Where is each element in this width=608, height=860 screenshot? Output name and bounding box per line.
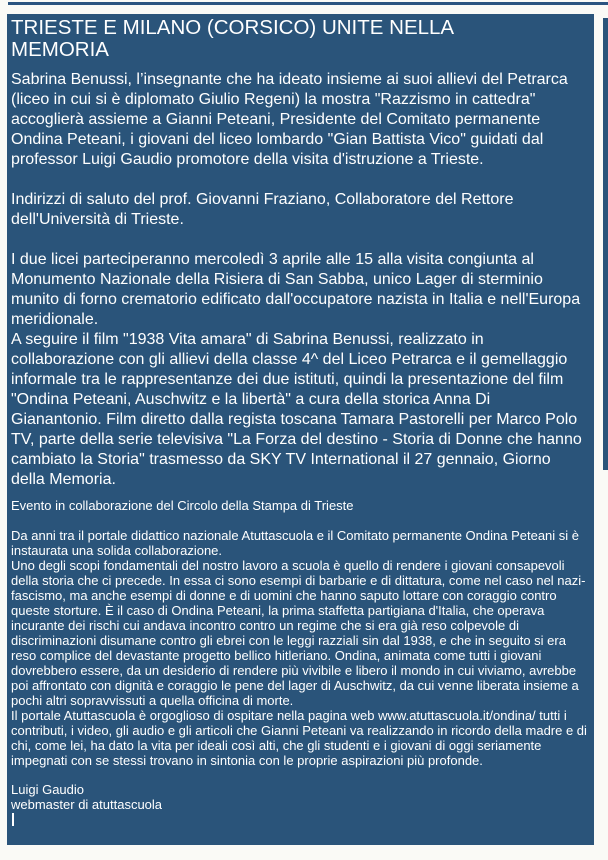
event-note: Evento in collaborazione del Circolo della Stampa di Trieste <box>11 498 354 513</box>
article-title: TRIESTE E MILANO (CORSICO) UNITE NELLA MEMORIA <box>11 16 453 61</box>
message-body-editor[interactable] <box>7 14 594 845</box>
paragraph-film: A seguire il film "1938 Vita amara" di Sabrina Benussi, realizzato in collaborazione con gli allievi della classe 4^ del Liceo Petrarca e il gemellaggio informale tra le rappresentanze dei due istituti, quindi la presentazione del film "Ondina Peteani, Auschwitz e la libertà" a cura della storica Anna Di Gianantonio. Film diretto dalla regista toscana Tamara Pastorelli per Marco Polo TV, parte della serie televisiva "La Forza del destino - Storia di Donne che hanno cambiato la Storia" trasmesso da SKY TV International il 27 gennaio, Giorno della Memoria. <box>11 331 582 488</box>
signature-name: Luigi Gaudio <box>11 782 84 797</box>
small-paragraph-history: Uno degli scopi fondamentali del nostro lavoro a scuola è quello di rendere i giovani consapevoli della storia che ci precede. In essa ci sono esempi di barbarie e di dittatura, come nel caso nel nazi-fascismo, ma anche esempi di donne e di uomini che hanno saputo lottare con coraggio contro queste storture. È il caso di Ondina Peteani, la prima staffetta partigiana d'Italia, che operava incurante dei rischi cui andava incontro contro un regime che si era già reso colpevole di discriminazioni disumane contro gli ebrei con le leggi razziali sin dal 1938, e che in seguito si era reso complice del devastante progetto bellico hitleriano. Ondina, animata come tutti i giovani dovrebbero essere, da un desiderio di rendere più vivibile e libero il mondo in cui viviamo, avrebbe poi affrontato con dignità e coraggio le pene del lager di Auschwitz, da cui venne liberata insieme a pochi altri sopravvissuti a quella officina di morte. <box>11 558 586 708</box>
paragraph-intro: Sabrina Benussi, l’insegnante che ha ideato insieme ai suoi allievi del Petrarca (liceo in cui si è diplomato Giulio Regeni) la mostra "Razzismo in cattedra" accoglierà assieme a Gianni Peteani, Presidente del Comitato permanente Ondina Peteani, i giovani del liceo lombardo "Gian Battista Vico" guidati dal professor Luigi Gaudio promotore della visita d'istruzione a Trieste. <box>11 71 568 168</box>
signature-role: webmaster di atuttascuola <box>11 797 163 812</box>
adjacent-column-sliver <box>603 18 608 470</box>
signature <box>11 782 594 812</box>
top-border-line <box>8 2 608 5</box>
paragraph-greetings: Indirizzi di saluto del prof. Giovanni Fraziano, Collaboratore del Rettore dell'Università di Trieste. <box>11 191 514 228</box>
small-paragraph-portal: Il portale Atuttascuola è orgoglioso di ospitare nella pagina web www.atuttascuola.it/ondina/ tutti i contributi, i video, gli audio e gli articoli che Gianni Peteani va realizzando in ricordo della madre e di chi, come lei, ha dato la vita per ideali così alti, che gli studenti e i giovani di oggi seriamente impegnati con se stessi trovano in sintonia con le proprie aspirazioni più profonde. <box>11 708 587 768</box>
text-cursor <box>12 813 14 826</box>
small-paragraph-collaboration: Da anni tra il portale didattico nazionale Atuttascuola e il Comitato permanente Ondina Peteani si è instaurata una solida collaborazione. <box>11 528 580 558</box>
paragraph-visit: I due licei parteciperanno mercoledì 3 aprile alle 15 alla visita congiunta al Monumento Nazionale della Risiera di San Sabba, unico Lager di sterminio munito di forno crematorio edificato dall'occupatore nazista in Italia e nell'Europa meridionale. <box>11 251 581 328</box>
